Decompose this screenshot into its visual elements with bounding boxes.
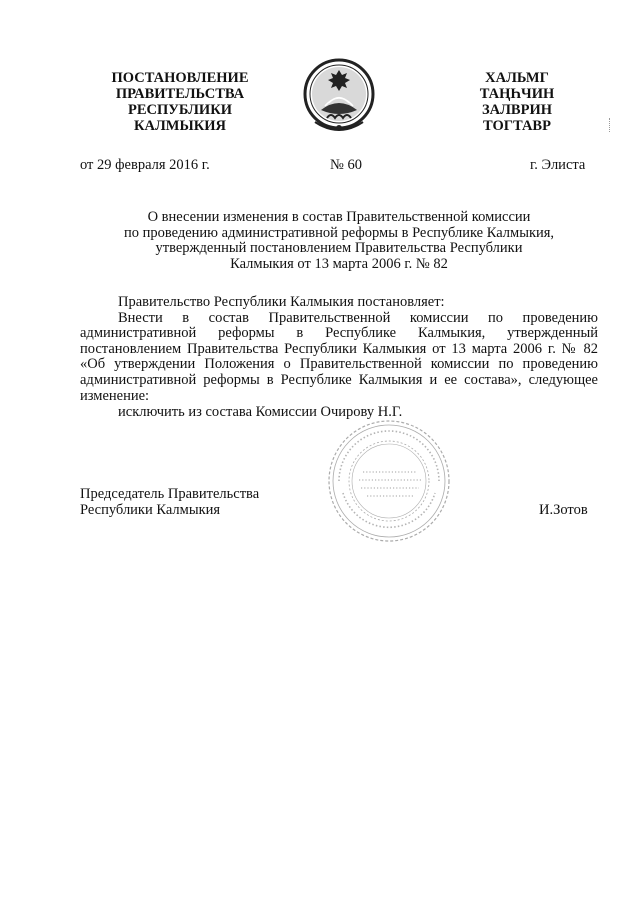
paragraph-line-1: Внести в состав Правительственной комиссии по проведению [118,309,598,326]
header-left-line-4: КАЛМЫКИЯ [134,118,226,134]
header-right-line-3: ЗАЛВРИН [481,102,552,118]
document-date: от 29 февраля 2016 г. [80,157,210,173]
paragraph-line-6: изменение: [80,387,150,404]
header-right-title [458,70,576,134]
paragraph-line-5: административной реформы в Республике Калмыкия и ее состава», следующее [80,371,598,388]
document-title [80,210,598,272]
paragraph-line-3: постановлением Правительства Республики Калмыкия от 13 марта 2006 г. № 82 [80,340,598,357]
signatory-line-1: Председатель Правительства [80,486,260,502]
header-left-line-2: ПРАВИТЕЛЬСТВА [115,86,245,102]
header-right-line-4: ТОГТАВР [483,118,551,134]
header-right-line-1: ХАЛЬМГ [485,70,549,86]
title-line-2: по проведению административной реформы в Республике Калмыкия, [123,224,555,241]
paragraph-line-2: административной реформы в Республике Калмыкия, утвержденный [80,325,598,342]
title-line-3: утвержденный постановлением Правительства Республики [155,240,523,256]
scan-mark [609,118,611,132]
signatory-position [80,486,259,518]
document-number: № 60 [330,157,362,173]
seal-stamp-icon [325,418,453,544]
header-left-line-1: ПОСТАНОВЛЕНИЕ [111,70,249,86]
intro-text: Правительство Республики Калмыкия постановляет: [118,294,445,310]
title-line-4: Калмыкия от 13 марта 2006 г. № 82 [230,255,448,272]
emblem-icon [301,56,377,136]
header-left-line-3: РЕСПУБЛИКИ [127,102,233,118]
paragraph-line-4: «Об утверждении Положения о Правительственной комиссии по проведению [80,356,598,373]
main-paragraph [80,311,598,405]
signatory-line-2: Республики Калмыкия [80,502,221,518]
title-line-1: О внесении изменения в состав Правительственной комиссии [147,209,531,225]
document-body [80,295,598,421]
header-left-title [98,70,262,134]
exclusion-text: исключить из состава Комиссии Очирову Н.Г. [118,404,403,421]
signatory-name: И.Зотов [539,502,588,518]
header-right-line-2: ТАҢҺЧИН [479,86,555,102]
document-city: г. Элиста [530,157,586,173]
